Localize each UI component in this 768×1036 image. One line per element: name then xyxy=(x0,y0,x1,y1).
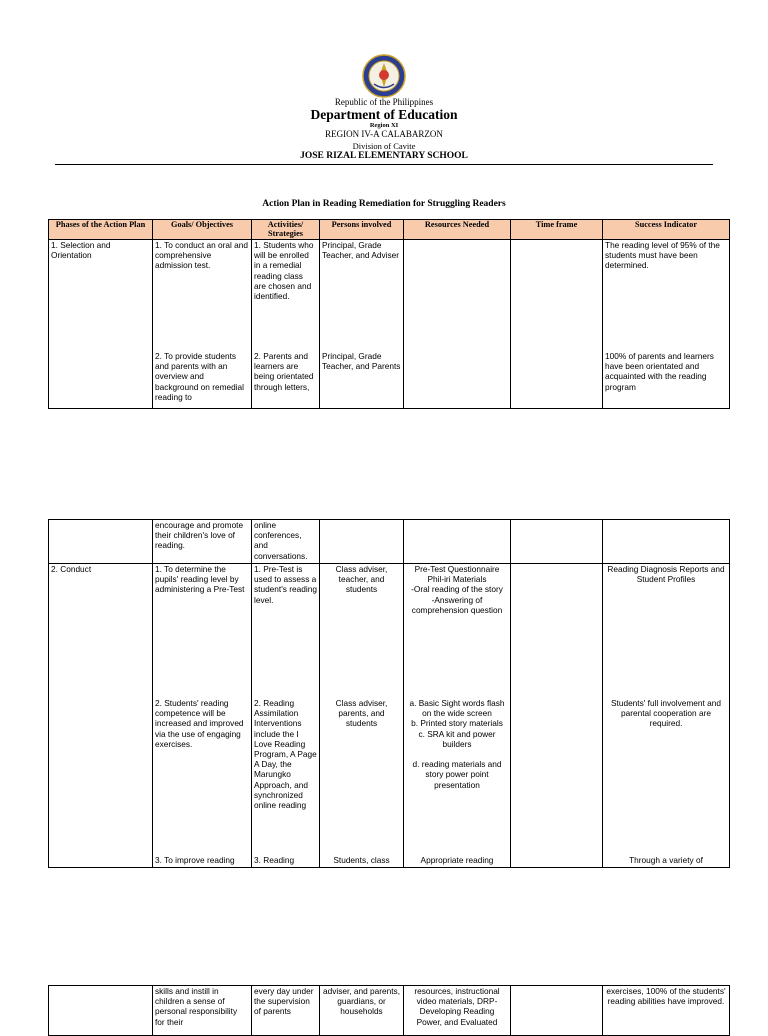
activity-cell xyxy=(252,240,320,409)
header-region-small: Region XI xyxy=(369,122,399,129)
phase-cell xyxy=(49,520,153,564)
deped-seal-icon xyxy=(362,54,406,98)
activity-text: 1. Students who will be enrolled in a remedial reading class are chosen and identified. xyxy=(254,240,314,302)
column-header-resources: Resources Needed xyxy=(404,220,511,240)
goal-text: 2. Students' reading competence will be increased and improved via the use of engaging exercises. xyxy=(155,698,244,749)
persons-text: Class adviser, parents, and students xyxy=(335,698,388,729)
column-header-goals: Goals/ Objectives xyxy=(153,220,252,240)
header-region: REGION IV-A CALABARZON xyxy=(325,129,443,139)
phase-cell xyxy=(49,986,153,1036)
goal-text: 3. To improve reading xyxy=(155,855,235,865)
header-divider xyxy=(55,164,713,165)
time-frame-cell xyxy=(511,564,603,868)
activity-text: every day under the supervision of parents xyxy=(254,986,314,1017)
action-plan-table-page-1 xyxy=(48,219,730,409)
time-frame-cell xyxy=(511,986,603,1036)
phase-text: 1. Selection and Orientation xyxy=(51,240,111,261)
action-plan-table-page-2 xyxy=(48,519,730,868)
action-plan-table-page-3 xyxy=(48,985,730,1036)
success-text: exercises, 100% of the students' reading abilities have improved. xyxy=(606,986,726,1007)
persons-text: adviser, and parents, guardians, or households xyxy=(322,986,401,1017)
success-text: 100% of parents and learners have been orientated and acquainted with the reading program xyxy=(605,351,714,392)
resources-text: resources, instructional video materials, DRP-Developing Reading Power, and Evaluated xyxy=(414,986,500,1027)
persons-cell xyxy=(320,520,404,564)
column-header-success: Success Indicator xyxy=(603,220,730,240)
resources-text: Appropriate reading xyxy=(420,855,494,865)
persons-text: Principal, Grade Teacher, and Adviser xyxy=(322,240,400,261)
activity-cell xyxy=(252,564,320,868)
header-department: Department of Education xyxy=(310,107,458,122)
phase-text: 2. Conduct xyxy=(51,564,92,574)
success-text: Through a variety of xyxy=(629,855,703,865)
goal-text: 1. To determine the pupils' reading level by administering a Pre-Test xyxy=(155,564,245,595)
persons-cell xyxy=(320,986,404,1036)
column-header-phases: Phases of the Action Plan xyxy=(49,220,153,240)
resources-cell xyxy=(404,520,511,564)
activity-text: 2. Reading Assimilation Interventions include the I Love Reading Program, A Page A Day, the Marungko Approach, and synchronized online reading xyxy=(254,698,317,811)
success-cell xyxy=(603,986,730,1036)
goal-cell xyxy=(153,564,252,868)
success-text: Students' full involvement and parental cooperation are required. xyxy=(611,698,721,729)
success-cell xyxy=(603,520,730,564)
column-header-activities: Activities/ Strategies xyxy=(252,220,320,240)
phase-cell xyxy=(49,564,153,868)
persons-cell xyxy=(320,240,404,409)
column-header-time-frame: Time frame xyxy=(511,220,603,240)
activity-cell xyxy=(252,986,320,1036)
table-row xyxy=(49,240,730,409)
time-frame-cell xyxy=(511,520,603,564)
resources-cell xyxy=(404,986,511,1036)
activity-text: 1. Pre-Test is used to assess a student's reading level. xyxy=(254,564,317,605)
goal-text: 2. To provide students and parents with an overview and background on remedial reading to xyxy=(155,351,245,402)
table-header-row xyxy=(49,220,730,240)
activity-text: 3. Reading xyxy=(254,855,295,865)
persons-text: Principal, Grade Teacher, and Parents xyxy=(322,351,401,372)
resources-text: Pre-Test Questionnaire Phil-iri Materials -Oral reading of the story -Answering of comprehension question xyxy=(411,564,503,615)
goal-text: encourage and promote their children's love of reading. xyxy=(155,520,244,551)
persons-text: Students, class xyxy=(333,855,390,865)
document-title: Action Plan in Reading Remediation for Struggling Readers xyxy=(262,199,506,209)
header-republic: Republic of the Philippines xyxy=(334,97,434,107)
success-text: The reading level of 95% of the students must have been determined. xyxy=(605,240,720,271)
table-row xyxy=(49,986,730,1036)
success-cell xyxy=(603,564,730,868)
table-row xyxy=(49,520,730,564)
success-text: Reading Diagnosis Reports and Student Profiles xyxy=(607,564,725,585)
header-school: JOSE RIZAL ELEMENTARY SCHOOL xyxy=(300,151,468,161)
resources-text: a. Basic Sight words flash on the wide screen b. Printed story materials c. SRA kit and power builders d. reading materials and story power point presentation xyxy=(409,698,505,790)
header-division: Division of Cavite xyxy=(352,141,416,151)
phase-cell xyxy=(49,240,153,409)
persons-cell xyxy=(320,564,404,868)
column-header-persons: Persons involved xyxy=(320,220,404,240)
success-cell xyxy=(603,240,730,409)
table-row xyxy=(49,564,730,868)
activity-text: 2. Parents and learners are being orientated through letters, xyxy=(254,351,314,392)
goal-cell xyxy=(153,240,252,409)
resources-cell xyxy=(404,240,511,409)
activity-cell xyxy=(252,520,320,564)
resources-cell xyxy=(404,564,511,868)
activity-text: online conferences, and conversations. xyxy=(254,520,308,561)
goal-cell xyxy=(153,986,252,1036)
time-frame-cell xyxy=(511,240,603,409)
goal-text: 1. To conduct an oral and comprehensive admission test. xyxy=(155,240,249,271)
goal-text: skills and instill in children a sense of personal responsibility for their xyxy=(155,986,238,1027)
persons-text: Class adviser, teacher, and students xyxy=(335,564,388,595)
goal-cell xyxy=(153,520,252,564)
